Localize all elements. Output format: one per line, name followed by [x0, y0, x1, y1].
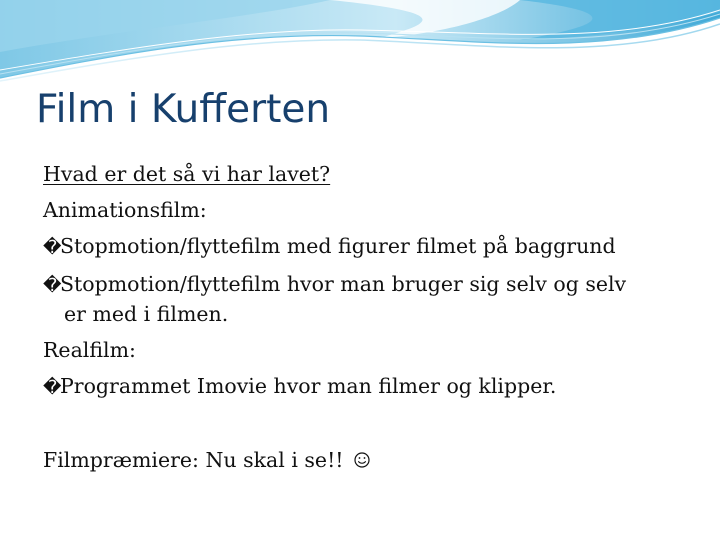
bullet-text-continuation: er med i filmen.	[64, 302, 229, 326]
slide-body	[43, 156, 703, 478]
closing-line	[43, 442, 703, 478]
bullet-text: Programmet Imovie hvor man filmer og klipper.	[60, 374, 557, 398]
closing-text: Filmpræmiere: Nu skal i se!!	[43, 448, 344, 472]
body-heading: Hvad er det så vi har lavet?	[43, 162, 331, 186]
slide-title: Film i Kufferten	[36, 87, 331, 132]
bullet-text: Stopmotion/flyttefilm med figurer filmet på baggrund	[60, 234, 616, 258]
bullet-text: Stopmotion/flyttefilm hvor man bruger sig selv og selv	[60, 272, 627, 296]
spacer	[43, 406, 703, 442]
section-label-realfilm: Realfilm:	[43, 338, 136, 362]
bullet-item	[43, 368, 703, 406]
bullet-icon: �	[43, 275, 62, 296]
section-label-animation: Animationsfilm:	[43, 198, 207, 222]
bullet-item	[43, 228, 703, 266]
header-wave-decoration	[0, 0, 720, 90]
smiley-icon	[354, 452, 370, 468]
bullet-icon: �	[43, 377, 62, 398]
bullet-icon: �	[43, 237, 62, 258]
